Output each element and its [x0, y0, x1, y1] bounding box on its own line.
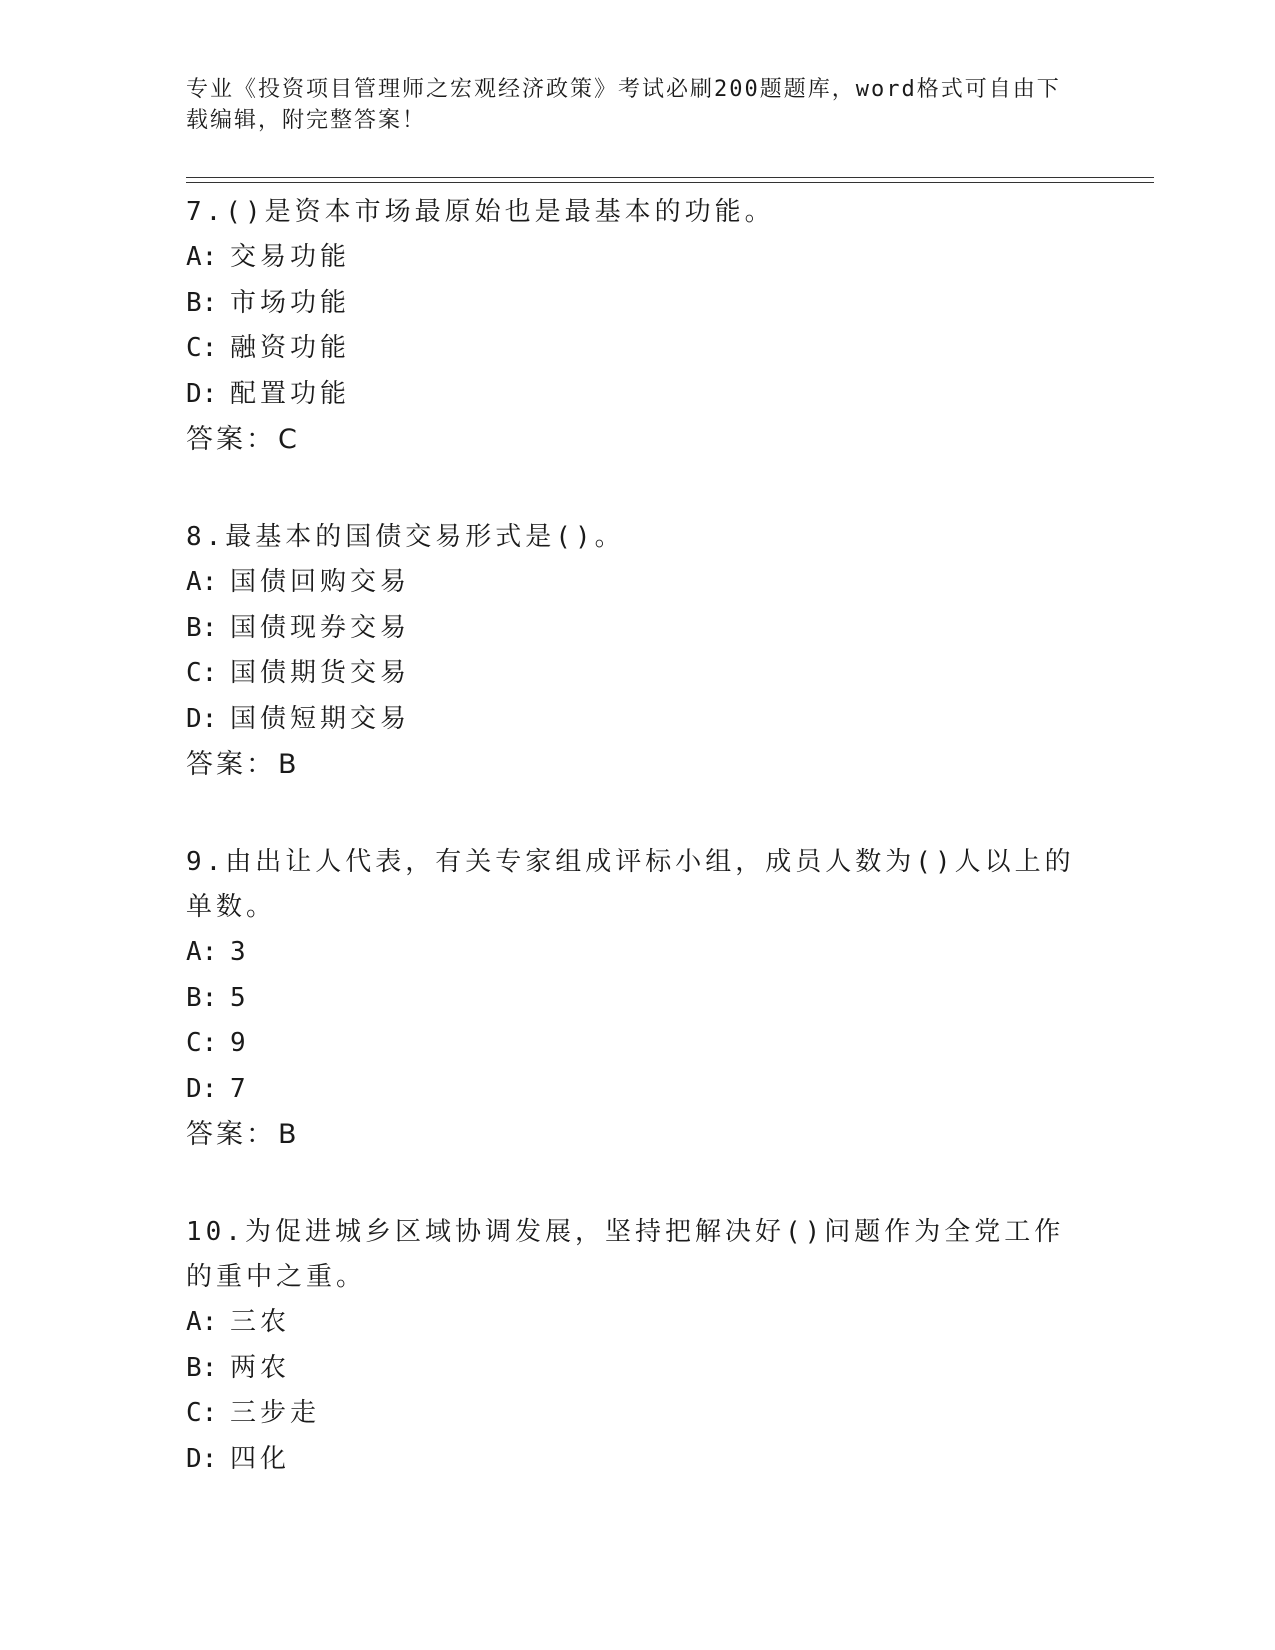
answer-label: 答案：	[186, 1119, 276, 1150]
option-text: 7	[230, 1073, 250, 1104]
option-b	[186, 606, 1086, 652]
answer-label: 答案：	[186, 749, 276, 780]
option-c	[186, 651, 1086, 697]
option-key: C:	[186, 1028, 218, 1058]
option-text: 9	[230, 1028, 250, 1058]
option-d	[186, 697, 1086, 743]
option-key: D:	[186, 378, 218, 409]
option-a	[186, 930, 1086, 976]
question-7	[186, 190, 1086, 463]
question-stem: 10.为促进城乡区域协调发展，坚持把解决好()问题作为全党工作的重中之重。	[186, 1217, 1065, 1292]
option-key: B:	[186, 982, 218, 1013]
question-8	[186, 515, 1086, 788]
answer-value: B	[278, 749, 300, 780]
option-key: C:	[186, 658, 218, 688]
option-text: 三农	[230, 1307, 291, 1337]
option-c	[186, 1021, 1086, 1067]
question-stem: 7.()是资本市场最原始也是最基本的功能。	[186, 197, 775, 227]
option-text: 国债回购交易	[230, 567, 411, 597]
option-d	[186, 1437, 1086, 1483]
answer-value: C	[278, 424, 300, 455]
question-list	[186, 190, 1086, 1534]
document-header: 专业《投资项目管理师之宏观经济政策》考试必刷200题题库，word格式可自由下载编辑，附完整答案！	[186, 77, 1061, 133]
header-rule-top	[186, 177, 1154, 178]
option-d	[186, 372, 1086, 418]
option-c	[186, 326, 1086, 372]
option-text: 四化	[230, 1443, 291, 1474]
question-stem: 9.由出让人代表，有关专家组成评标小组，成员人数为()人以上的单数。	[186, 847, 1075, 922]
answer-label: 答案：	[186, 424, 276, 455]
option-text: 两农	[230, 1352, 291, 1383]
option-key: C:	[186, 1398, 218, 1428]
option-key: D:	[186, 1443, 218, 1474]
option-b	[186, 281, 1086, 327]
option-key: A:	[186, 242, 218, 272]
option-key: D:	[186, 1073, 218, 1104]
option-text: 市场功能	[230, 287, 351, 318]
option-text: 三步走	[230, 1398, 321, 1428]
option-text: 3	[230, 937, 250, 967]
option-key: A:	[186, 1307, 218, 1337]
option-key: C:	[186, 333, 218, 363]
question-9	[186, 840, 1086, 1158]
option-b	[186, 976, 1086, 1022]
option-text: 交易功能	[230, 242, 351, 272]
question-10	[186, 1210, 1086, 1482]
option-text: 融资功能	[230, 333, 351, 363]
option-text: 配置功能	[230, 378, 351, 409]
option-a	[186, 235, 1086, 281]
answer-line	[186, 742, 1086, 788]
option-text: 国债期货交易	[230, 658, 411, 688]
answer-line	[186, 417, 1086, 463]
option-a	[186, 1300, 1086, 1346]
answer-line	[186, 1112, 1086, 1158]
option-key: B:	[186, 287, 218, 318]
option-key: A:	[186, 567, 218, 597]
option-text: 5	[230, 982, 250, 1013]
option-text: 国债现券交易	[230, 612, 411, 643]
option-key: A:	[186, 937, 218, 967]
option-key: D:	[186, 703, 218, 734]
question-stem: 8.最基本的国债交易形式是()。	[186, 522, 625, 552]
option-c	[186, 1391, 1086, 1437]
header-rule-bottom	[186, 182, 1154, 183]
option-b	[186, 1346, 1086, 1392]
option-a	[186, 560, 1086, 606]
option-text: 国债短期交易	[230, 703, 411, 734]
option-key: B:	[186, 1352, 218, 1383]
option-d	[186, 1067, 1086, 1113]
option-key: B:	[186, 612, 218, 643]
answer-value: B	[278, 1119, 300, 1150]
